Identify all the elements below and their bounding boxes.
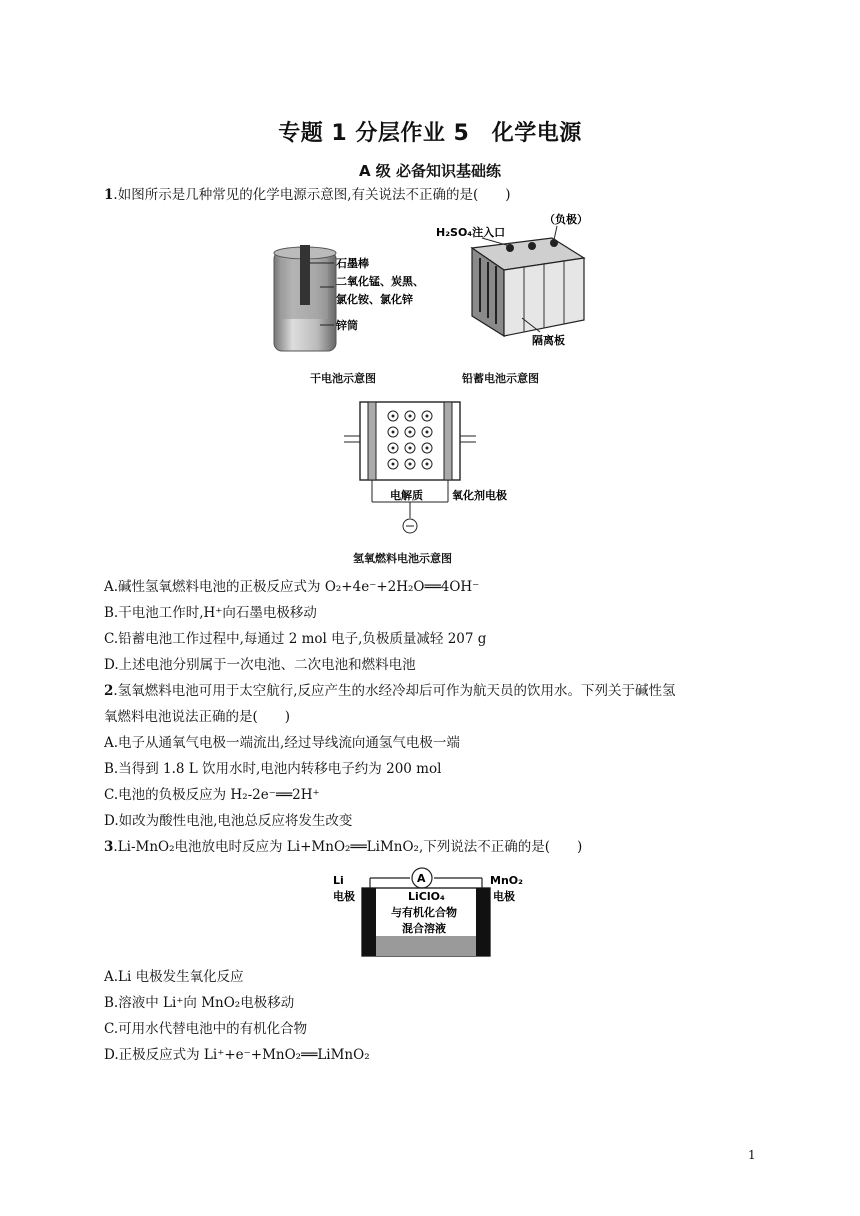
dry-cell-figure bbox=[270, 245, 450, 385]
fuel-cell-figure bbox=[340, 398, 530, 546]
dry-can-label: 锌筒 bbox=[336, 319, 358, 332]
q3-number: 3 bbox=[104, 839, 114, 855]
q3-option-c: C.可用水代替电池中的有机化合物 bbox=[104, 1021, 308, 1037]
fuel-cell-caption: 氢氧燃料电池示意图 bbox=[353, 552, 452, 565]
solution-label-2: 与有机化合物 bbox=[391, 906, 457, 919]
q1-option-b: B.干电池工作时,H⁺向石墨电极移动 bbox=[104, 605, 317, 621]
lead-inlet-label: H₂SO₄注入口 bbox=[436, 226, 506, 239]
q1-option-d: D.上述电池分别属于一次电池、二次电池和燃料电池 bbox=[104, 657, 416, 673]
solution-label-3: 混合溶液 bbox=[402, 922, 446, 935]
q2-number: 2 bbox=[104, 683, 114, 699]
dry-rod-label: 石墨棒 bbox=[336, 257, 369, 270]
lead-sep-label: 隔离板 bbox=[532, 334, 565, 347]
q2-stem-line1 bbox=[104, 682, 676, 700]
fuel-electrolyte-label: 电解质 bbox=[390, 489, 423, 502]
ammeter-label: A bbox=[417, 872, 426, 885]
q1-option-c: C.铅蓄电池工作过程中,每通过 2 mol 电子,负极质量减轻 207 g bbox=[104, 631, 487, 647]
dry-mix-label-1: 二氧化锰、炭黑、 bbox=[336, 275, 424, 288]
q1-option-a: A.碱性氢氧燃料电池的正极反应式为 O₂+4e⁻+2H₂O══4OH⁻ bbox=[104, 579, 480, 595]
li-mno2-cell-figure bbox=[330, 864, 530, 960]
q2-option-c: C.电池的负极反应为 H₂-2e⁻══2H⁺ bbox=[104, 787, 320, 803]
q3-option-a: A.Li 电极发生氧化反应 bbox=[104, 969, 244, 985]
electrolyte-particles bbox=[388, 411, 432, 469]
fuel-oxidant-label: 氧化剂电极 bbox=[452, 489, 507, 502]
q3-option-d: D.正极反应式为 Li⁺+e⁻+MnO₂══LiMnO₂ bbox=[104, 1047, 370, 1063]
q1-number: 1 bbox=[104, 187, 114, 203]
lead-acid-figure bbox=[432, 208, 602, 353]
q2-option-a: A.电子从通氧气电极一端流出,经过导线流向通氢气电极一端 bbox=[104, 735, 460, 751]
lead-acid-caption: 铅蓄电池示意图 bbox=[462, 372, 539, 385]
li-electrode-label: 电极 bbox=[333, 890, 355, 903]
page-title: 专题 1 分层作业 5 化学电源 bbox=[278, 121, 582, 146]
solution-label-1: LiClO₄ bbox=[408, 890, 445, 903]
q2-option-d: D.如改为酸性电池,电池总反应将发生改变 bbox=[104, 813, 353, 829]
q1-stem bbox=[104, 186, 511, 204]
lead-neg-label: （负极） bbox=[544, 213, 588, 226]
q1-stem-text: .如图所示是几种常见的化学电源示意图,有关说法不正确的是( ) bbox=[113, 187, 511, 203]
page-number: 1 bbox=[748, 1148, 756, 1162]
q2-stem-text-1: .氢氧燃料电池可用于太空航行,反应产生的水经冷却后可作为航天员的饮用水。下列关于碱性氢 bbox=[113, 683, 676, 699]
mno2-label: MnO₂ bbox=[490, 874, 523, 887]
dry-cell-caption: 干电池示意图 bbox=[310, 372, 376, 385]
q3-stem bbox=[104, 838, 582, 856]
section-title: A 级 必备知识基础练 bbox=[358, 162, 502, 180]
li-label: Li bbox=[333, 874, 344, 887]
dry-mix-label-2: 氯化铵、氯化锌 bbox=[336, 293, 413, 306]
q3-stem-text: .Li-MnO₂电池放电时反应为 Li+MnO₂══LiMnO₂,下列说法不正确的是( ) bbox=[113, 839, 583, 855]
q3-option-b: B.溶液中 Li⁺向 MnO₂电极移动 bbox=[104, 995, 295, 1011]
q2-option-b: B.当得到 1.8 L 饮用水时,电池内转移电子约为 200 mol bbox=[104, 761, 442, 777]
q2-stem-line2: 氧燃料电池说法正确的是( ) bbox=[104, 709, 291, 725]
mno2-electrode-label: 电极 bbox=[493, 890, 515, 903]
